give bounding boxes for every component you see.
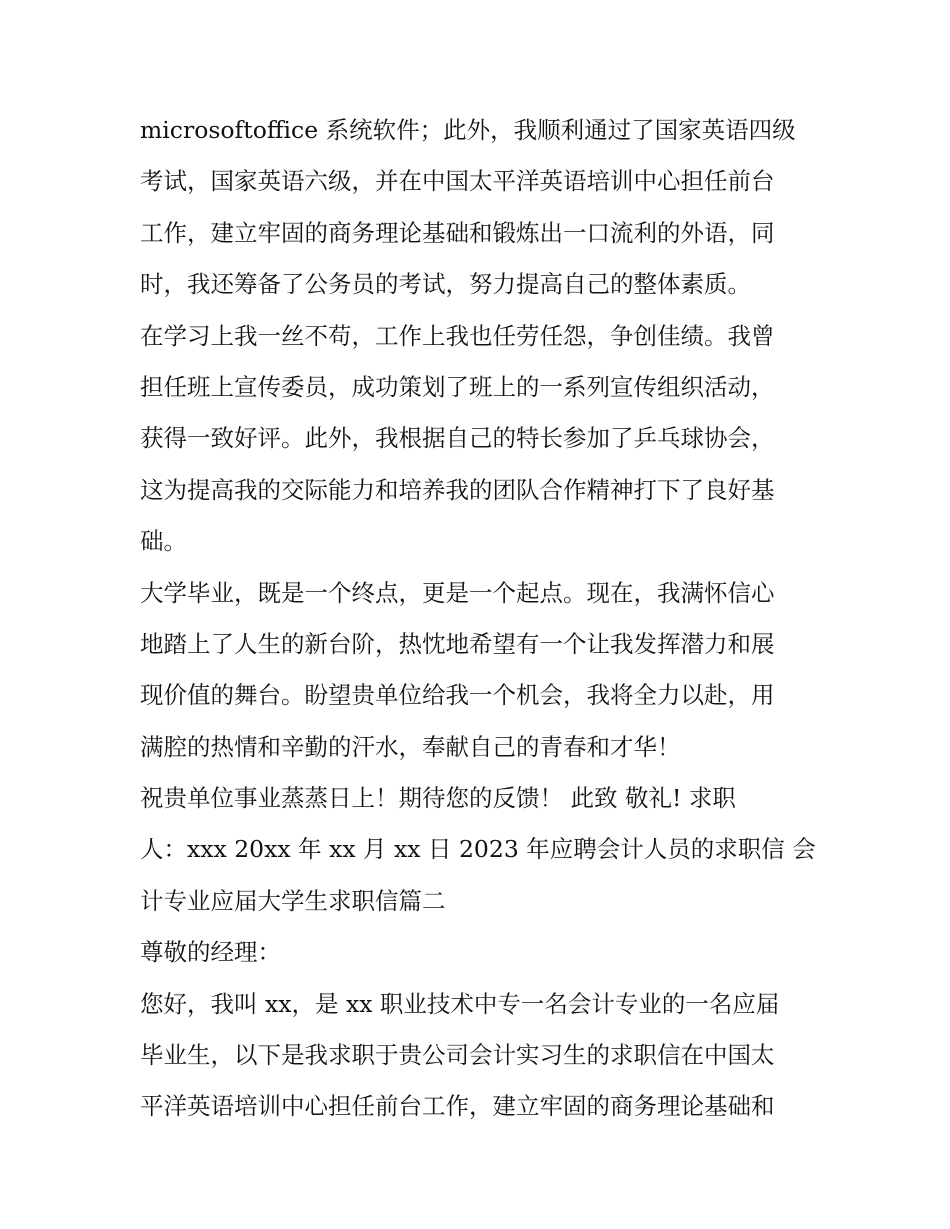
text-line: 考试，国家英语六级，并在中国太平洋英语培训中心担任前台	[140, 167, 775, 196]
text-line: 现价值的舞台。盼望贵单位给我一个机会，我将全力以赴，用	[140, 681, 775, 710]
text-line: 础。	[140, 527, 187, 556]
text-line: 时，我还筹备了公务员的考试，努力提高自己的整体素质。	[140, 270, 751, 299]
text-line: 大学毕业，既是一个终点，更是一个起点。现在，我满怀信心	[140, 578, 775, 607]
text-line: 满腔的热情和辛勤的汗水，奉献自己的青春和才华！	[140, 732, 681, 761]
text-line: 这为提高我的交际能力和培养我的团队合作精神打下了良好基	[140, 475, 775, 504]
text-line: 地踏上了人生的新台阶，热忱地希望有一个让我发挥潜力和展	[140, 629, 775, 658]
text-line: 计专业应届大学生求职信篇二	[140, 886, 446, 915]
text-line: 工作，建立牢固的商务理论基础和锻炼出一口流利的外语，同	[140, 218, 775, 247]
document-body	[140, 105, 820, 1133]
text-line: 获得一致好评。此外，我根据自己的特长参加了乒乓球协会，	[140, 424, 775, 453]
salutation-line: 尊敬的经理：	[140, 938, 281, 967]
text-line: 担任班上宣传委员，成功策划了班上的一系列宣传组织活动，	[140, 372, 775, 401]
text-line: 祝贵单位事业蒸蒸日上！期待您的反馈！ 此致 敬礼! 求职	[140, 784, 736, 813]
text-line: 毕业生，以下是我求职于贵公司会计实习生的求职信在中国太	[140, 1041, 775, 1070]
text-line: 在学习上我一丝不苟，工作上我也任劳任怨，争创佳绩。我曾	[140, 321, 775, 350]
text-line: 人：xxx 20xx 年 xx 月 xx 日 2023 年应聘会计人员的求职信 会	[140, 835, 816, 864]
text-line: microsoftoffice 系统软件；此外，我顺利通过了国家英语四级	[140, 116, 796, 144]
text-line: 您好，我叫 xx，是 xx 职业技术中专一名会计专业的一名应届	[140, 989, 780, 1018]
text-line: 平洋英语培训中心担任前台工作，建立牢固的商务理论基础和	[140, 1092, 775, 1121]
